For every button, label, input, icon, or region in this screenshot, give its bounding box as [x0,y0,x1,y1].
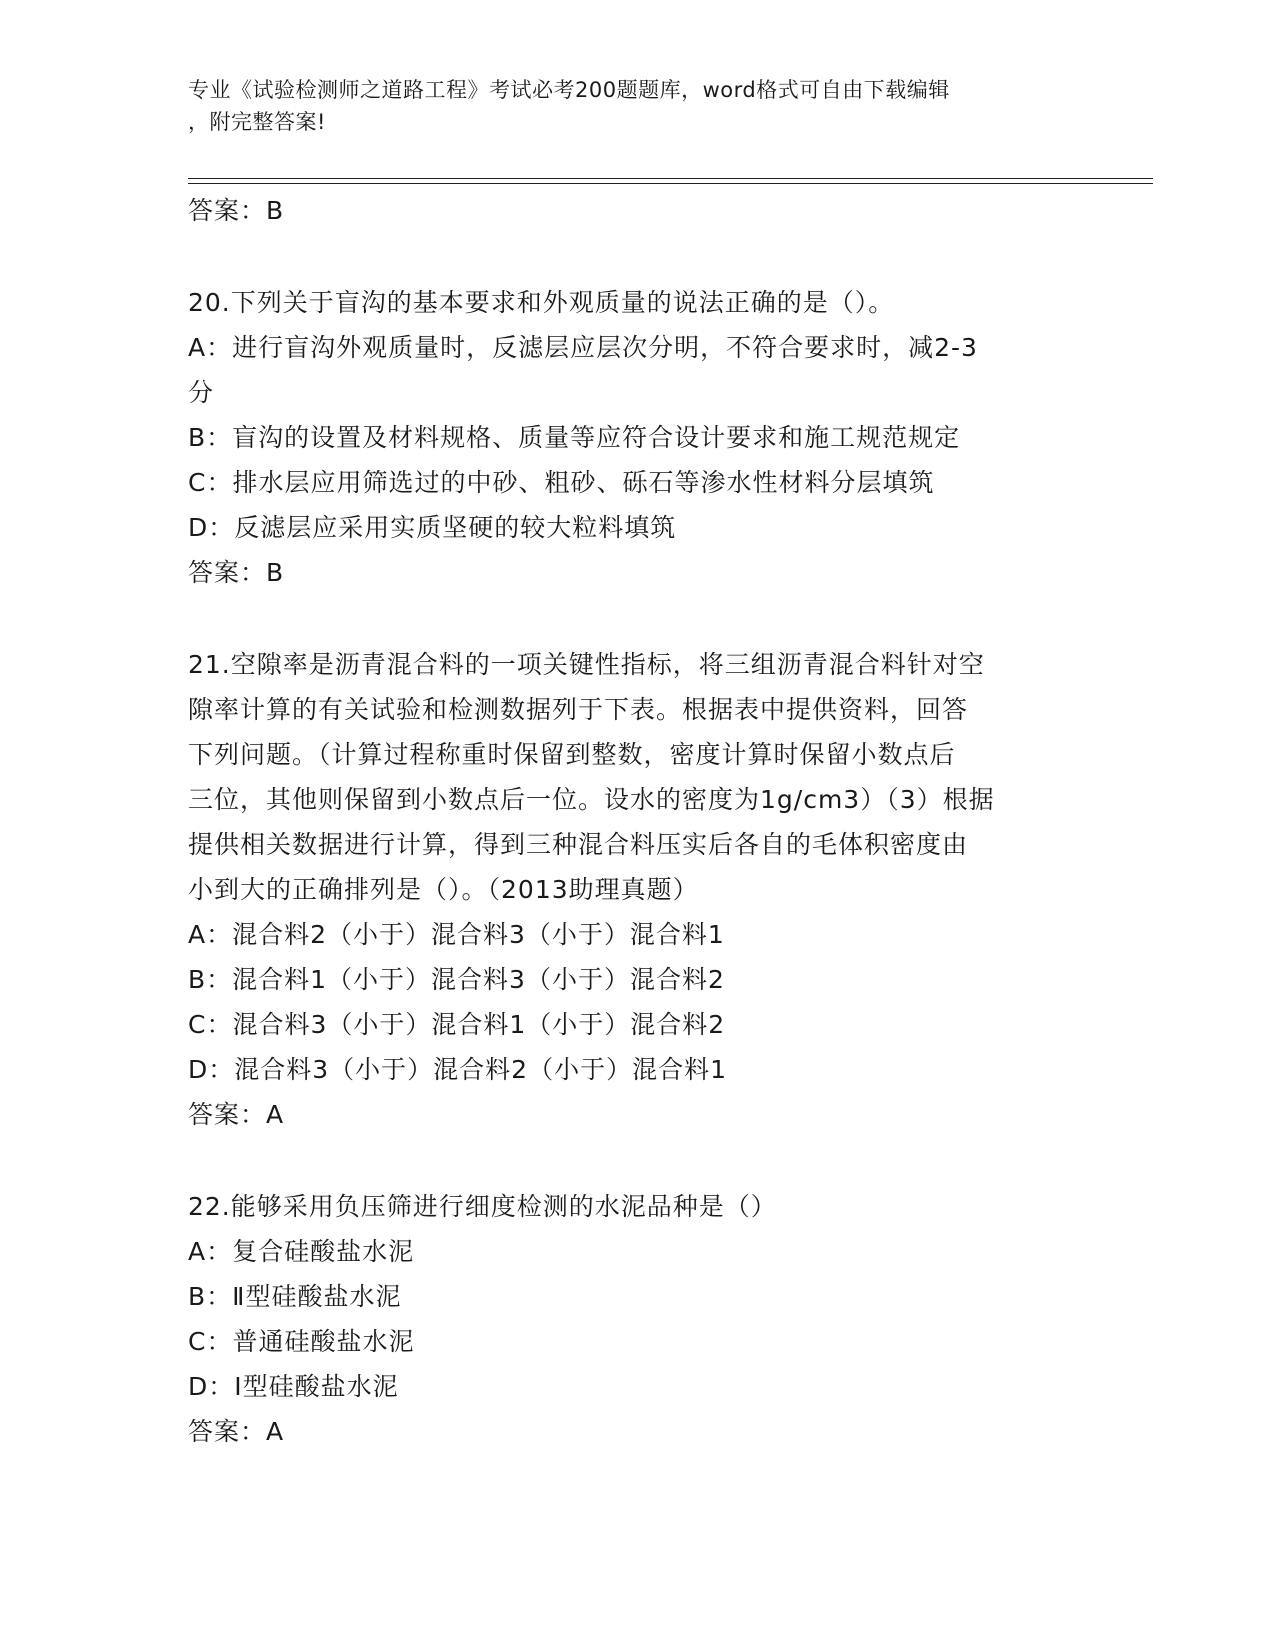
header-rule-top [188,178,1153,179]
question-line: B：盲沟的设置及材料规格、质量等应符合设计要求和施工规范规定 [188,423,961,452]
question-line: C：普通硅酸盐水泥 [188,1327,415,1356]
answer-line: 答案：B [188,196,285,225]
question-line: 下列问题。（计算过程称重时保留到整数，密度计算时保留小数点后 [188,740,956,769]
question-line: D：混合料3（小于）混合料2（小于）混合料1 [188,1055,727,1084]
question-line: B：Ⅱ型硅酸盐水泥 [188,1282,402,1311]
question-line: 提供相关数据进行计算，得到三种混合料压实后各自的毛体积密度由 [188,830,969,859]
answer-line: 答案：A [188,1100,285,1129]
question-line: 分 [188,378,215,407]
question-block [188,188,1088,233]
question-block [188,642,1088,1137]
question-line: C：排水层应用筛选过的中砂、粗砂、砾石等渗水性材料分层填筑 [188,468,935,497]
block-spacer [188,233,1088,280]
question-line: D：反滤层应采用实质坚硬的较大粒料填筑 [188,513,677,542]
question-line: A：复合硅酸盐水泥 [188,1237,415,1266]
header-line-1: 专业《试验检测师之道路工程》考试必考200题题库，word格式可自由下载编辑 [188,78,950,102]
question-list [188,188,1088,1454]
question-line: A：进行盲沟外观质量时，反滤层应层次分明，不符合要求时，减2-3 [188,333,978,362]
header-line-2: ，附完整答案! [188,110,326,134]
block-spacer [188,1137,1088,1184]
question-line: 小到大的正确排列是（）。（2013助理真题） [188,875,699,904]
block-spacer [188,595,1088,642]
question-stem: 21.空隙率是沥青混合料的一项关键性指标，将三组沥青混合料针对空 [188,650,985,679]
answer-line: 答案：A [188,1417,285,1446]
question-stem: 22.能够采用负压筛进行细度检测的水泥品种是（） [188,1192,777,1221]
question-line: 隙率计算的有关试验和检测数据列于下表。根据表中提供资料，回答 [188,695,969,724]
question-stem: 20.下列关于盲沟的基本要求和外观质量的说法正确的是（）。 [188,288,895,317]
question-line: D：Ⅰ型硅酸盐水泥 [188,1372,399,1401]
question-block [188,280,1088,595]
question-block [188,1184,1088,1454]
question-line: C：混合料3（小于）混合料1（小于）混合料2 [188,1010,726,1039]
header-rule-bottom [188,183,1153,184]
question-line: B：混合料1（小于）混合料3（小于）混合料2 [188,965,725,994]
answer-line: 答案：B [188,558,285,587]
question-line: 三位，其他则保留到小数点后一位。设水的密度为1g/cm3）（3）根据 [188,785,995,814]
document-header [188,74,1068,138]
question-line: A：混合料2（小于）混合料3（小于）混合料1 [188,920,725,949]
